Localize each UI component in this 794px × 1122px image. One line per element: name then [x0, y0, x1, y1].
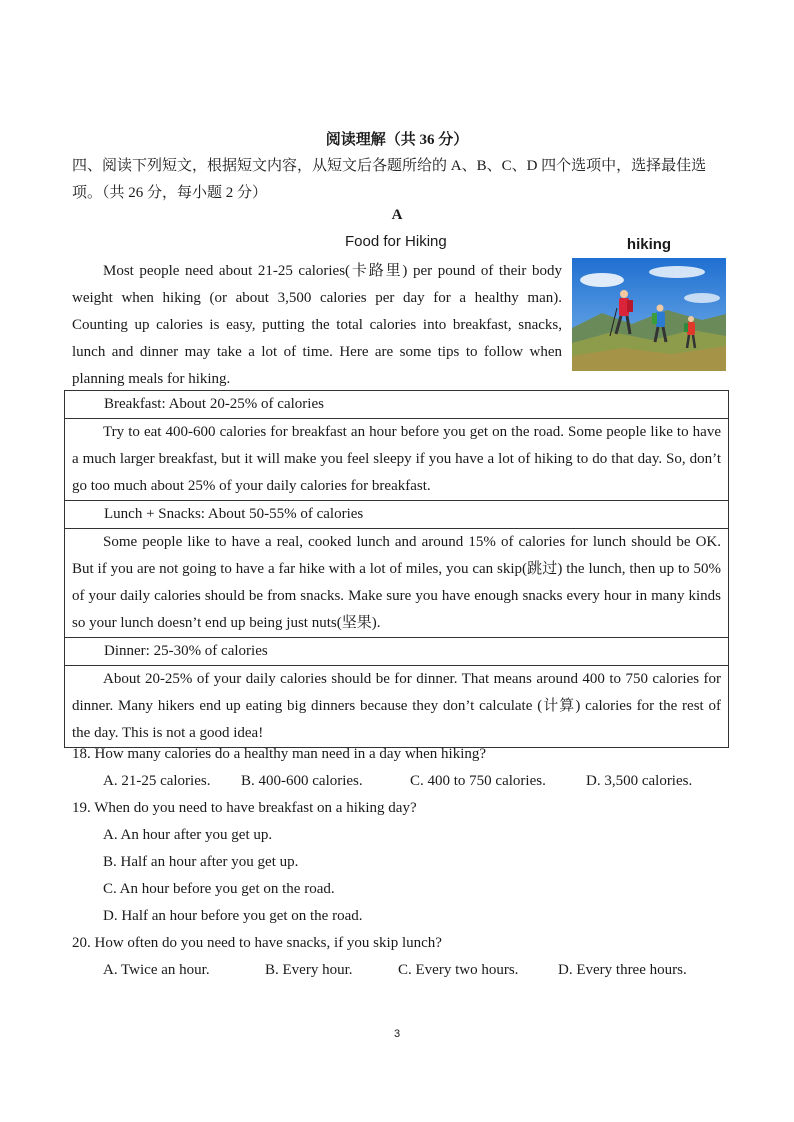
option-a[interactable]: A. 21-25 calories. — [103, 773, 211, 789]
breakfast-body: Try to eat 400-600 calories for breakfast an hour before you get on the road. Some people like to have a much larger breakfast, but it will make you feel sleepy if you have a lot of hiking to do that day. So, don’t go too much about 25% of your daily calories for breakfast. — [65, 419, 729, 501]
passage-title: Food for Hiking — [345, 233, 447, 250]
intro-paragraph: Most people need about 21-25 calories(卡路里) per pound of their body weight when hiking (or about 3,500 calories per day for a healthy man). Counting up calories is easy, putting the total calories into breakfast, snacks, lunch and dinner may take a lot of time. Here are some tips to follow when planning meals for hiking. — [72, 263, 562, 387]
option-d[interactable]: D. 3,500 calories. — [586, 773, 693, 789]
option-c[interactable]: C. An hour before you get on the road. — [103, 881, 335, 897]
hiking-photo — [572, 258, 726, 371]
dinner-heading: Dinner: 25-30% of calories — [65, 638, 729, 666]
hiking-photo-illustration — [572, 258, 726, 371]
meal-tips-table — [64, 390, 729, 748]
table-row — [65, 391, 729, 419]
question-stem: 20. How often do you need to have snacks, if you skip lunch? — [72, 935, 442, 951]
table-row — [65, 501, 729, 529]
option-a[interactable]: A. Twice an hour. — [103, 962, 210, 978]
options-row — [72, 768, 732, 795]
dinner-body: About 20-25% of your daily calories should be for dinner. That means around 400 to 750 calories for dinner. Many hikers end up eating big dinners because they don’t calculate (计算) calories for the rest of the day. This is not a good idea! — [65, 666, 729, 748]
question-18 — [72, 741, 732, 795]
passage-letter: A — [391, 207, 403, 223]
questions-block — [72, 741, 732, 984]
option-a[interactable]: A. An hour after you get up. — [103, 827, 273, 843]
option-c[interactable]: C. Every two hours. — [398, 962, 519, 978]
table-row — [65, 638, 729, 666]
section-title: 阅读理解（共 36 分） — [325, 132, 469, 148]
question-stem: 19. When do you need to have breakfast on a hiking day? — [72, 800, 417, 816]
table-row — [65, 529, 729, 638]
option-d[interactable]: D. Half an hour before you get on the road. — [103, 908, 363, 924]
options-row — [72, 957, 732, 984]
option-b[interactable]: B. Every hour. — [265, 962, 353, 978]
instructions: 四、阅读下列短文，根据短文内容，从短文后各题所给的 A、B、C、D 四个选项中，选择最佳选项。（共 26 分，每小题 2 分） — [72, 158, 707, 201]
table-row — [65, 419, 729, 501]
lunch-heading: Lunch + Snacks: About 50-55% of calories — [65, 501, 729, 529]
passage-intro — [72, 258, 562, 393]
option-c[interactable]: C. 400 to 750 calories. — [410, 773, 546, 789]
option-b[interactable]: B. Half an hour after you get up. — [103, 854, 299, 870]
question-19 — [72, 795, 732, 930]
question-stem: 18. How many calories do a healthy man need in a day when hiking? — [72, 746, 487, 762]
option-d[interactable]: D. Every three hours. — [558, 962, 687, 978]
table-row — [65, 666, 729, 748]
photo-caption: hiking — [626, 236, 672, 253]
option-b[interactable]: B. 400-600 calories. — [241, 773, 363, 789]
question-20 — [72, 930, 732, 984]
page-number: 3 — [393, 1028, 401, 1040]
lunch-body: Some people like to have a real, cooked lunch and around 15% of calories for lunch should be OK. But if you are not going to have a far hike with a lot of miles, you can skip(跳过) the lunch, then up to 50% of your daily calories should be from snacks. Make sure you have enough snacks every hour in many kinds so your lunch doesn’t end up being just nuts(坚果). — [65, 529, 729, 638]
breakfast-heading: Breakfast: About 20-25% of calories — [65, 391, 729, 419]
